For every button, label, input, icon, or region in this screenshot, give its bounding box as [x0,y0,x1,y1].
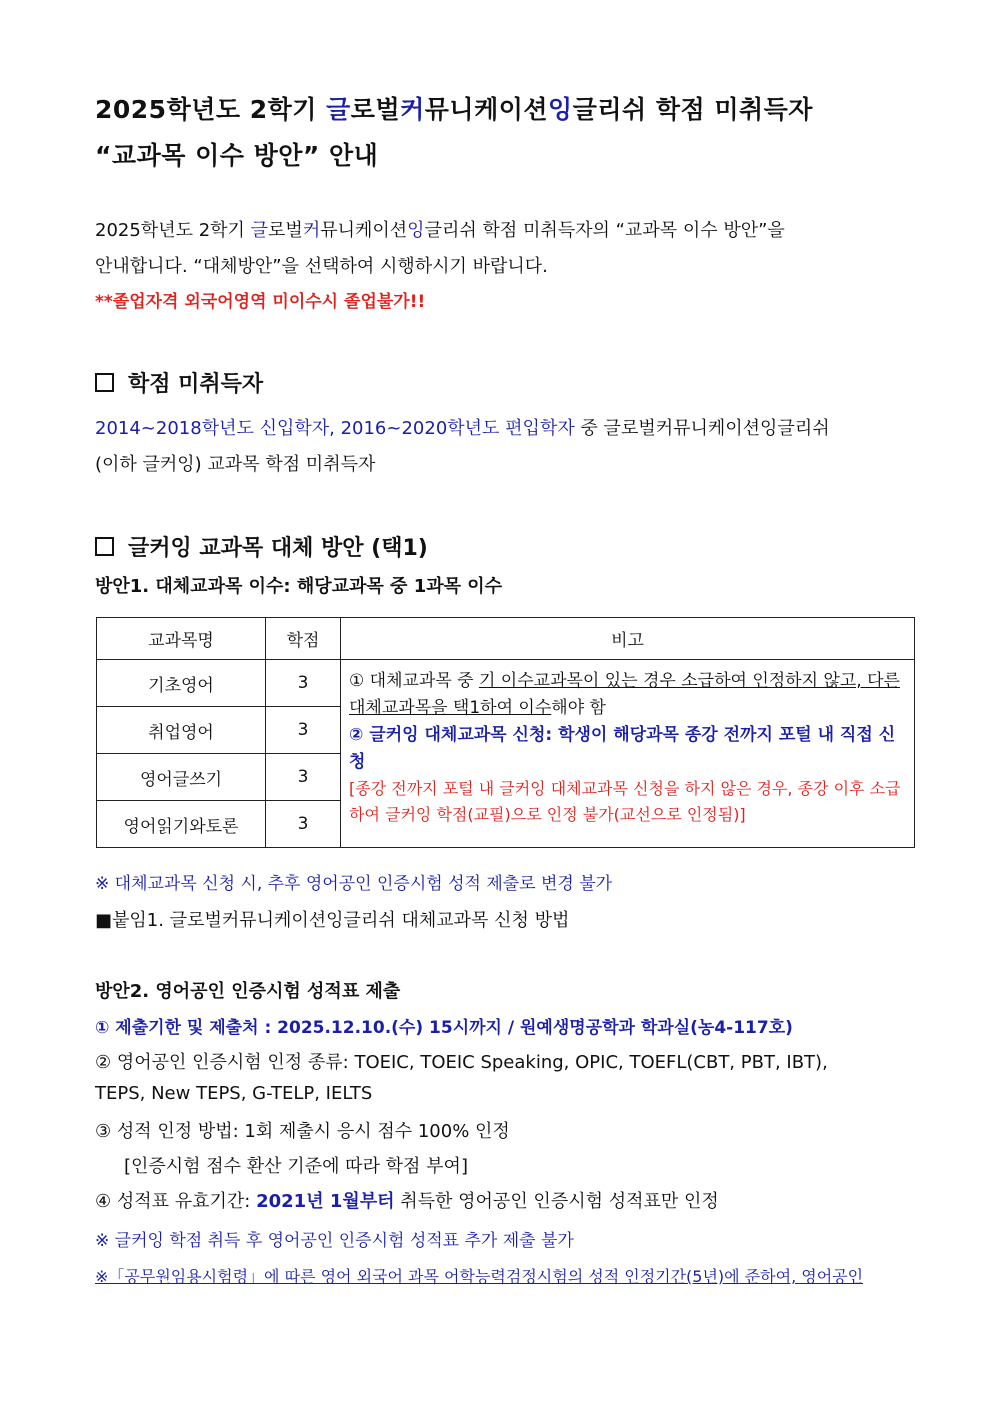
title-line-2: “교과목 이수 방안” 안내 [95,141,379,170]
title-highlight: 글 [326,95,351,124]
attachment-link[interactable]: ■붙임1. 글로벌커뮤니케이션잉글리쉬 대체교과목 신청 방법 [95,910,570,931]
plan2-heading: 방안2. 영어공인 인증시험 성적표 제출 [95,981,401,1002]
title-text: 뮤니케이션 [424,95,549,124]
intro-text: 로벌 [268,220,303,241]
intro-line-2: 안내합니다. “대체방안”을 선택하여 시행하시기 바랍니다. [95,256,548,277]
course-credit: 3 [266,801,341,848]
course-name: 기초영어 [97,660,266,707]
section1-heading-text: 학점 미취득자 [128,372,264,397]
course-credit: 3 [266,660,341,707]
title-line-1 [95,90,813,126]
checkbox-square-icon [95,373,114,392]
remark-1-end: 해야 함 [551,698,606,718]
title-highlight: 커 [400,95,425,124]
table-note: ※ 대체교과목 신청 시, 추후 영어공인 인증시험 성적 제출로 변경 불가 [95,874,613,894]
header-course-name: 교과목명 [97,618,266,660]
intro-text: 글리쉬 학점 미취득자의 “교과목 이수 방안”을 [424,220,785,241]
accepted-tests-line-2: TEPS, New TEPS, G-TELP, IELTS [95,1083,373,1104]
section1-heading [95,367,263,398]
header-remarks: 비고 [341,618,915,660]
graduation-warning: **졸업자격 외국어영역 미이수시 졸업불가!! [95,292,426,312]
course-name: 취업영어 [97,707,266,754]
header-credit: 학점 [266,618,341,660]
course-name: 영어읽기와토론 [97,801,266,848]
submission-deadline: ① 제출기한 및 제출처 : 2025.12.10.(수) 15시까지 / 원예생명공학과 학과실(농4-117호) [95,1018,793,1038]
remark-1 [349,668,906,722]
title-highlight: 잉 [548,95,573,124]
remarks-cell [341,660,915,848]
intro-highlight: 글 [250,220,269,241]
intro-line-1 [95,216,785,242]
checkbox-square-icon [95,537,114,556]
intro-text: 2025학년도 2학기 [95,220,251,241]
table-row [97,660,915,707]
section1-line-2: (이하 글커잉) 교과목 학점 미취득자 [95,454,376,475]
note-validity-regulation: ※「공무원임용시험령」에 따른 영어 외국어 과목 어학능력검정시험의 성적 인정기간(5년)에 준하여, 영어공인 [95,1267,864,1286]
remark-1-text: ① 대체교과목 중 [349,671,479,691]
accepted-tests-line-1: ② 영어공인 인증시험 인정 종류: TOEIC, TOEIC Speaking, OPIC, TOEFL(CBT, PBT, IBT), [95,1052,828,1073]
intro-highlight: 커 [302,220,321,241]
validity-period [95,1187,719,1213]
score-conversion-note: [인증시험 점수 환산 기준에 따라 학점 부여] [124,1156,468,1177]
intro-highlight: 잉 [407,220,425,241]
course-credit: 3 [266,707,341,754]
section1-line-1 [95,414,830,440]
remark-1-underlined: 기 이수교과목이 있는 경우 소급하여 인정하지 않고, 다른 대체교과목을 택1하여 이수 [349,671,900,718]
validity-label: ④ 성적표 유효기간: [95,1191,257,1212]
score-recognition: ③ 성적 인정 방법: 1회 제출시 응시 점수 100% 인정 [95,1121,510,1142]
table-header-row [97,618,915,660]
substitute-course-table [96,617,915,848]
section2-heading [95,531,428,562]
title-text: 로벌 [350,95,401,124]
eligible-years: 2014~2018학년도 신입학자, 2016~2020학년도 편입학자 [95,418,575,439]
remark-2: ② 글커잉 대체교과목 신청: 학생이 해당과목 종강 전까지 포털 내 직접 신청 [349,725,896,772]
course-credit: 3 [266,754,341,801]
validity-date: 2021년 1월부터 [256,1191,395,1212]
section2-heading-text: 글커잉 교과목 대체 방안 (택1) [128,536,428,561]
title-text: 2025학년도 2학기 [95,95,327,124]
validity-text: 취득한 영어공인 인증시험 성적표만 인정 [394,1191,719,1212]
plan1-heading: 방안1. 대체교과목 이수: 해당교과목 중 1과목 이수 [95,576,503,597]
course-name: 영어글쓰기 [97,754,266,801]
note-no-additional: ※ 글커잉 학점 취득 후 영어공인 인증시험 성적표 추가 제출 불가 [95,1231,574,1251]
remark-3: [종강 전까지 포털 내 글커잉 대체교과목 신청을 하지 않은 경우, 종강 이후 소급하여 글커잉 학점(교필)으로 인정 불가(교선으로 인정됨)] [349,779,901,824]
title-text: 글리쉬 학점 미취득자 [572,95,813,124]
intro-text: 뮤니케이션 [320,220,408,241]
section1-text: 중 글로벌커뮤니케이션잉글리쉬 [574,418,830,439]
